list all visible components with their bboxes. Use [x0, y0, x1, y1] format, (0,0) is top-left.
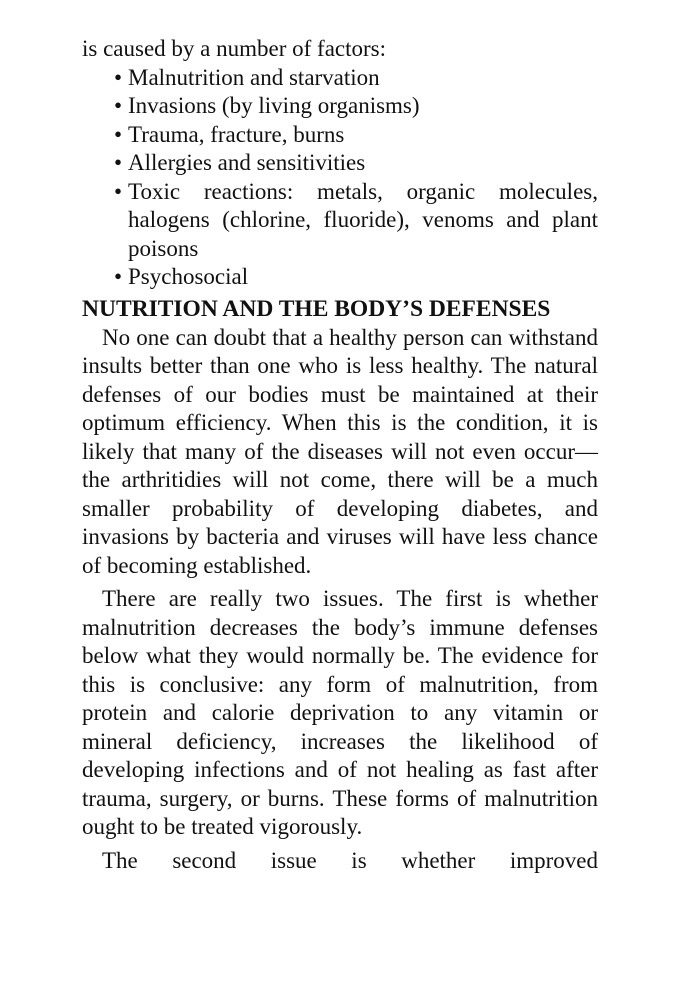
bullet-icon: •	[114, 121, 123, 147]
list-item	[114, 178, 598, 264]
bullet-icon: •	[114, 93, 123, 118]
list-item	[114, 263, 598, 292]
section-heading: NUTRITION AND THE BODY’S DEFENSES	[82, 295, 551, 322]
list-item-text: Allergies and sensitivities	[128, 150, 366, 175]
bullet-icon: •	[114, 264, 123, 289]
list-item	[114, 64, 598, 93]
paragraph-two-issues: There are really two issues. The first is whether malnutrition decreases the body’s immune defenses below what they would normally be. The evidence for this is conclusive: any form of malnutrition, from protein and calorie deprivation to any vitamin or mineral deficiency, increases the likelihood of developing infections and of not healing as fast after trauma, surgery, or burns. These forms of malnutrition ought to be treated vigorously.	[82, 586, 598, 839]
list-item-text: Invasions (by living organisms)	[128, 93, 420, 118]
paragraph-second-issue: The second issue is whether improved	[102, 847, 598, 873]
bullet-icon: •	[114, 64, 123, 90]
bullet-icon: •	[114, 150, 123, 175]
bullet-icon: •	[114, 178, 123, 204]
intro-line: is caused by a number of factors:	[82, 36, 387, 61]
factor-list	[82, 64, 598, 292]
list-item-text: Trauma, fracture, burns	[128, 121, 345, 147]
paragraph-healthy-person: No one can doubt that a healthy person can withstand insults better than one who is less healthy. The natural defenses of our bodies must be maintained at their optimum efficiency. When this is the condition, it is likely that many of the diseases will not even occur—the arthritidies will not come, there will be a much smaller probability of developing diabetes, and invasions by bacteria and viruses will have less chance of becoming established.	[82, 324, 598, 578]
list-item-text: Toxic reactions: metals, organic molecules, halogens (chlorine, fluoride), venoms and plant poisons	[128, 178, 598, 261]
list-item-text: Malnutrition and starvation	[128, 64, 380, 90]
list-item-text: Psychosocial	[128, 264, 249, 289]
document-page	[82, 35, 598, 875]
list-item	[114, 149, 598, 178]
list-item	[114, 121, 598, 150]
list-item	[114, 92, 598, 121]
